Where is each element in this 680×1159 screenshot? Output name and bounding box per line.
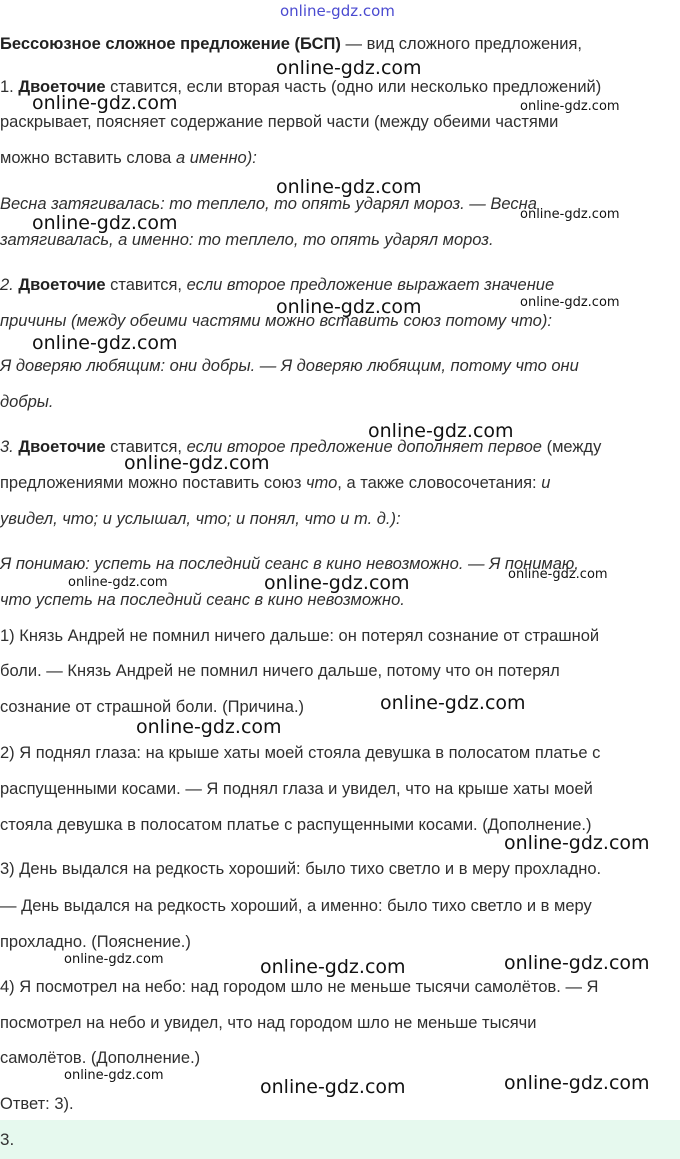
watermark: online-gdz.com: [276, 176, 422, 198]
next-task-band: [0, 1120, 680, 1159]
answer-line: прохладно. (Пояснение.): [0, 933, 191, 951]
text-fragment: что успеть на последний сеанс в кино невозможно.: [0, 591, 405, 609]
answer-line: 2) Я поднял глаза: на крыше хаты моей стояла девушка в полосатом платье с: [0, 744, 601, 762]
answer-line: распущенными косами. — Я поднял глаза и увидел, что на крыше хаты моей: [0, 780, 593, 798]
text-line: [0, 148, 680, 168]
watermark: online-gdz.com: [276, 296, 422, 318]
text-line: раскрывает, поясняет содержание первой части (между обеими частями: [0, 113, 559, 131]
watermark: online-gdz.com: [32, 92, 178, 114]
text-fragment: Я понимаю: успеть на последний сеанс в кино невозможно. — Я понимаю,: [0, 555, 579, 573]
term-colon: Двоеточие: [18, 438, 106, 456]
answer-line: посмотрел на небо и увидел, что над городом шло не меньше тысячи: [0, 1014, 537, 1032]
watermark: online-gdz.com: [32, 212, 178, 234]
text-fragment: , а также словосочетания:: [337, 474, 542, 492]
example-line: [0, 356, 680, 376]
text-fragment: если второе предложение выражает значение: [186, 276, 555, 294]
text-fragment: ставится,: [105, 438, 187, 456]
text-fragment: увидел, что; и услышал, что; и понял, что и т. д.):: [0, 510, 401, 528]
watermark: online-gdz.com: [136, 716, 282, 738]
watermark: online-gdz.com: [368, 420, 514, 442]
watermark: online-gdz.com: [32, 332, 178, 354]
watermark: online-gdz.com: [504, 952, 650, 974]
watermark: online-gdz.com: [520, 295, 620, 310]
example-line: [0, 392, 680, 412]
text-fragment: ставится, если вторая часть (одно или несколько предложений): [105, 78, 602, 96]
answer-line: 1) Князь Андрей не помнил ничего дальше: он потерял сознание от страшной: [0, 627, 600, 645]
text-fragment: 2.: [0, 276, 19, 294]
watermark: online-gdz.com: [380, 692, 526, 714]
text-fragment: и: [541, 474, 551, 492]
watermark: online-gdz.com: [520, 99, 620, 114]
answer-line: боли. — Князь Андрей не помнил ничего дальше, потому что он потерял: [0, 662, 560, 680]
text-line: [0, 311, 680, 331]
text-line: [0, 473, 680, 493]
answer-line: стояла девушка в полосатом платье с распущенными косами. (Дополнение.): [0, 816, 592, 834]
text-fragment: ставится,: [105, 276, 187, 294]
term-colon: Двоеточие: [18, 276, 106, 294]
example-line: [0, 230, 680, 250]
text-fragment: 3.: [0, 438, 19, 456]
answer-line: 4) Я посмотрел на небо: над городом шло не меньше тысячи самолётов. — Я: [0, 978, 599, 996]
next-task-number: 3.: [0, 1130, 15, 1149]
answer-line: самолётов. (Дополнение.): [0, 1049, 201, 1067]
term-colon: Двоеточие: [18, 78, 106, 96]
watermark: online-gdz.com: [124, 452, 270, 474]
text-fragment: если второе предложение дополняет первое: [186, 438, 542, 456]
text-line: [0, 275, 680, 295]
text-line: [0, 77, 680, 97]
text-fragment: предложениями можно поставить союз: [0, 474, 306, 492]
watermark: online-gdz.com: [260, 956, 406, 978]
answer-line: — День выдался на редкость хороший, а именно: было тихо светло и в меру: [0, 897, 592, 915]
text-fragment: а именно):: [175, 149, 257, 167]
example-line: [0, 554, 680, 574]
text-line: [0, 34, 680, 54]
text-fragment: затягивалась, а именно: то теплело, то опять ударял мороз.: [0, 231, 494, 249]
watermark: online-gdz.com: [64, 1068, 164, 1083]
term-bsp: Бессоюзное сложное предложение (БСП): [0, 35, 341, 53]
watermark: online-gdz.com: [504, 832, 650, 854]
answer-line: сознание от страшной боли. (Причина.): [0, 698, 305, 716]
text-fragment: Весна затягивалась: то теплело, то опять ударял мороз. — Весна: [0, 195, 537, 213]
watermark: online-gdz.com: [508, 567, 608, 582]
watermark: online-gdz.com: [68, 575, 168, 590]
watermark: online-gdz.com: [260, 1076, 406, 1098]
answer-result: Ответ: 3).: [0, 1095, 74, 1113]
text-fragment: — вид сложного предложения,: [340, 35, 583, 53]
text-fragment: Я доверяю любящим: они добры. — Я доверяю любящим, потому что они: [0, 357, 579, 375]
text-fragment: добры.: [0, 393, 54, 411]
text-line: [0, 437, 680, 457]
text-line: [0, 509, 680, 529]
example-line: [0, 194, 680, 214]
watermark-top: online-gdz.com: [280, 2, 395, 20]
text-fragment: 1.: [0, 78, 19, 96]
text-fragment: (между: [541, 438, 602, 456]
watermark: online-gdz.com: [520, 207, 620, 222]
watermark: online-gdz.com: [276, 57, 422, 79]
text-fragment: можно вставить слова: [0, 149, 176, 167]
text-fragment: причины (между обеими частями можно вставить союз потому что):: [0, 312, 552, 330]
answer-line: 3) День выдался на редкость хороший: было тихо светло и в меру прохладно.: [0, 860, 602, 878]
watermark: online-gdz.com: [504, 1072, 650, 1094]
text-fragment: что: [306, 474, 338, 492]
watermark: online-gdz.com: [264, 572, 410, 594]
example-line: [0, 590, 680, 610]
watermark: online-gdz.com: [64, 952, 164, 967]
